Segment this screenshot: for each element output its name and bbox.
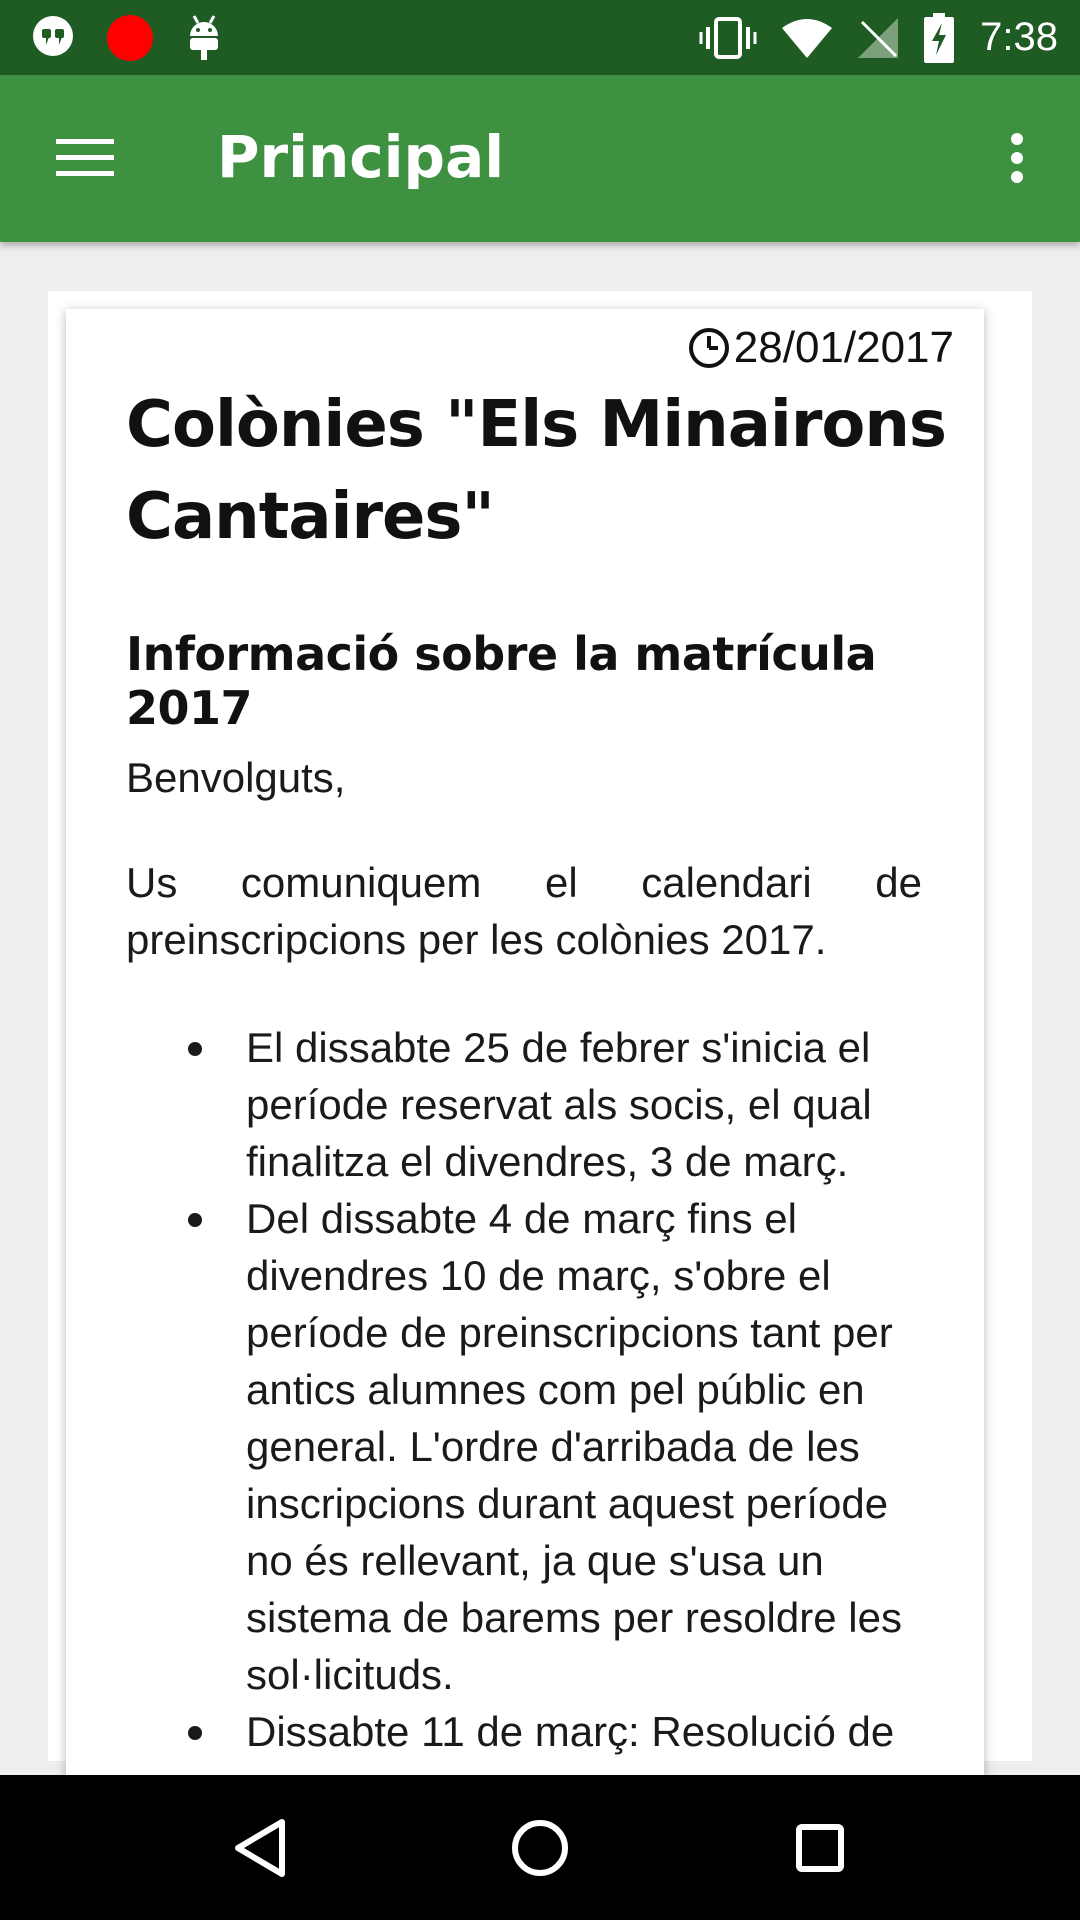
article-date [688,323,954,373]
status-bar [0,0,1080,75]
bullet-dot [188,1213,202,1227]
more-vert-icon[interactable] [982,125,1052,191]
clock-icon [688,327,730,369]
article-title: Colònies "Els Minairons Cantaires" [126,388,946,554]
list-item-text: Dissabte 11 de març: Resolució de [246,1708,895,1755]
bullet-dot [188,1726,202,1740]
android-debug-icon [184,14,224,62]
card-container [48,291,1032,1761]
article-bullet-list [186,1019,926,1760]
news-card[interactable] [66,309,984,1779]
vibrate-icon [700,15,756,61]
page-title: Principal [217,123,505,191]
list-item-text: Del dissabte 4 de març fins el divendres 10 de març, s'obre el període de preinscripcions tant per antics alumnes com pel públic en general. L'ordre d'arribada de les inscripcions durant aquest període no és rellevant, ja que s'usa un sistema de barems per resoldre les sol·licituds. [246,1195,902,1698]
recents-icon[interactable] [770,1798,870,1898]
bullet-dot [188,1042,202,1056]
content-scroll-area[interactable] [0,242,1080,1755]
navigation-bar [0,1775,1080,1920]
status-time: 7:38 [980,15,1058,59]
back-icon[interactable] [210,1798,310,1898]
hangouts-icon [30,15,76,61]
list-item [186,1703,926,1760]
article-intro: Us comuniquem el calendari de preinscripcions per les colònies 2017. [126,859,922,963]
list-item-text: El dissabte 25 de febrer s'inicia el període reservat als socis, el qual finalitza el divendres, 3 de març. [246,1024,872,1185]
record-icon [106,14,154,62]
home-icon[interactable] [490,1798,590,1898]
battery-charging-icon [924,13,954,63]
app-bar [0,75,1080,242]
article-subtitle: Informació sobre la matrícula 2017 [126,627,877,735]
status-left-icons [30,14,254,62]
list-item [186,1190,926,1703]
article-date-text: 28/01/2017 [733,323,954,372]
status-right-icons [674,13,1058,63]
article-greeting: Benvolguts, [126,754,346,801]
hamburger-menu-icon[interactable] [48,130,122,186]
list-item [186,1019,926,1190]
no-signal-icon [858,18,898,58]
wifi-icon [782,18,832,58]
